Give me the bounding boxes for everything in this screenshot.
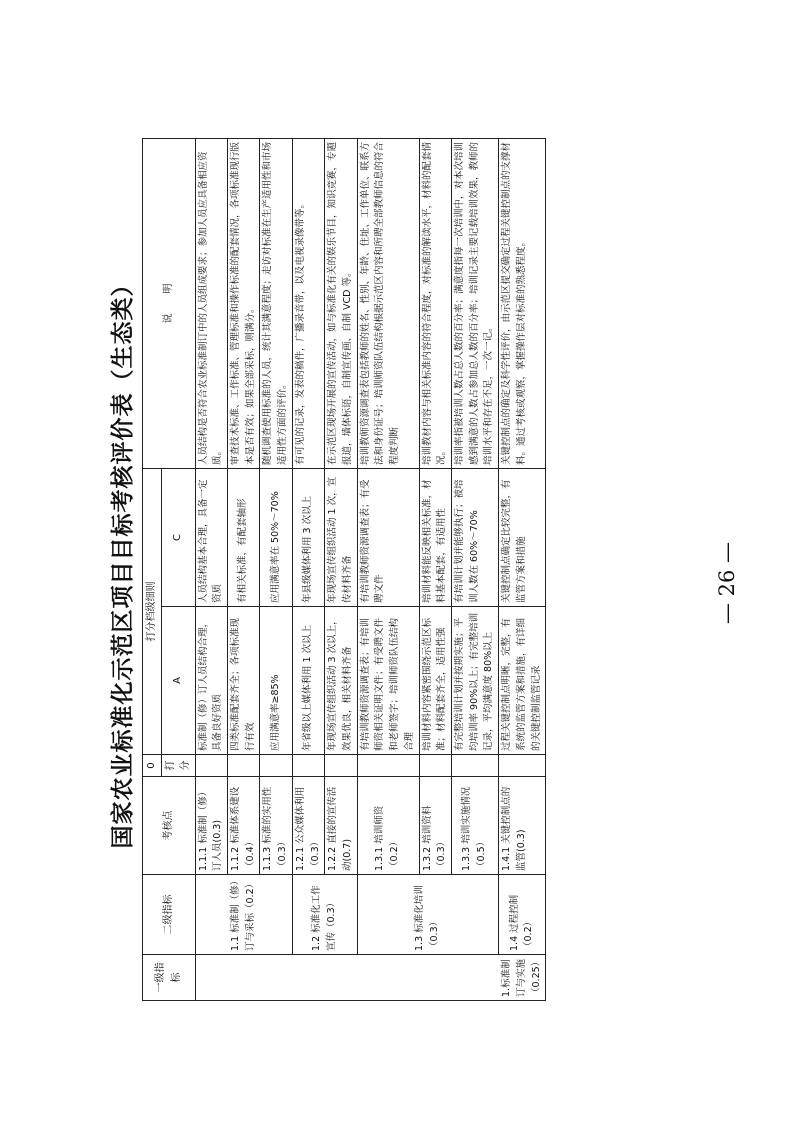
grade-c-cell: 有培训计划并能够执行；被培训人数在 60%～70% [452,469,499,607]
point-cell: 1.1.3 标准的实用性（0.3） [260,777,292,875]
score-cell [227,755,259,777]
evaluation-table [142,138,546,1001]
grade-c-cell: 年现场宣传组织活动 1 次，宣传材料齐备 [325,469,357,607]
table-row [499,139,546,1001]
grade-c-cell: 关键控制点确定比较完整，有监管方案和措施 [499,469,546,607]
note-cell: 培训教材内容与相关标准内容的符合程度，对标准的解读水平，材料的配套情况。 [419,139,451,469]
score-cell [292,755,324,777]
level2-cell: 1.4 过程控制（0.2） [499,875,546,955]
grade-a-cell: 培训材料内容紧密围绕示范区标准；材料配套齐全，适用性强 [419,607,451,755]
grade-c-cell: 培训材料能反映相关标准，材料基本配套，有适用性 [419,469,451,607]
score-cell [419,755,451,777]
grade-a-cell: 四类标准配套齐全；各项标准现行有效 [227,607,259,755]
note-cell: 审查技术标准、工作标准、管理标准和操作标准的配套情况，各项标准现行版本是否有效；如果全部采标，则满分。 [227,139,259,469]
header-notes: 说 明 [143,139,196,469]
point-cell: 1.2.2 直接的宣传活动(0.7) [325,777,357,875]
header-row-1 [143,139,162,1001]
header-points: 考核点 [143,777,196,875]
score-cell [452,755,499,777]
table-row [260,139,292,1001]
grade-c-cell: 人员结构基本合理，具备一定资质 [195,469,227,607]
note-cell: 在示范区现场开展的宣传活动，如与标准化有关的娱乐节目，知识竞赛，专题报道，墙体标语，自制宣传画、自制 VCD 等。 [325,139,357,469]
table-row [325,139,357,1001]
level2-cell: 1.1 标准制（修）订与采标（0.2） [195,875,292,955]
score-cell [260,755,292,777]
grade-c-cell: 有培训教师资源调查表；有受聘文件 [357,469,419,607]
header-score-label: 打分 [161,755,195,777]
header-level2: 二级指标 [143,875,196,955]
header-score-zero: 0 [143,755,162,777]
table-row [195,139,227,1001]
header-grade-a: A [161,607,195,755]
table-row [227,139,259,1001]
table-row [357,139,419,1001]
score-cell [195,755,227,777]
note-cell: 关键控制点的确定及科学性评价，由示范区提交确定过程关键控制点的支撑材料。通过考核或观察，掌握操作层对标准的熟悉程度。 [499,139,546,469]
point-cell: 1.3.3 培训实施情况（0.5） [452,777,499,875]
level1-cell: 1.标准制订与实施（0.25） [195,955,546,1001]
table-row [419,139,451,1001]
note-cell: 有可见的记录，发表的稿件，广播录音带，以及电视录像带等。 [292,139,324,469]
grade-a-cell: 应用满意率≥85% [260,607,292,755]
header-grading: 打分档级细则 [143,469,162,755]
level2-cell: 1.2 标准化工作宣传（0.3） [292,875,357,955]
point-cell: 1.1.1 标准制（修）订人员(0.3) [195,777,227,875]
grade-a-cell: 过程关键控制点明晰，完整，有系统的监管方案和措施，有详细的关键控制监管记录 [499,607,546,755]
point-cell: 1.3.2 培训资料（0.3） [419,777,451,875]
grade-c-cell: 应用满意率在 50%～70% [260,469,292,607]
grade-a-cell: 有完整培训计划并按期实施；平均培训率 90%以上；有完整培训记录，平均满意度 80%以上 [452,607,499,755]
grade-a-cell: 有培训教师资源调查表；有培训师资相关证明文件；有受聘文件和老师签字；培训师资队伍结构合理 [357,607,419,755]
grade-a-cell: 标准制（修）订人员结构合理，具备良好资质 [195,607,227,755]
grade-a-cell: 年现场宣传组织活动 3 次以上，效果优良，相关材料齐备 [325,607,357,755]
table-row [452,139,499,1001]
point-cell: 1.2.1 公众媒体利用（0.3） [292,777,324,875]
page-title: 国家农业标准化示范区项目目标考核评价表（生态类） [110,272,136,849]
note-cell: 培训教师资源调查表包括教师的姓名、性别、年龄、住址、工作单位、联系方法和身份证号；培训师资队伍结构根据示范区内容和所聘全部教师信息的符合程度判断 [357,139,419,469]
point-cell: 1.3.1 培训师资（0.2） [357,777,419,875]
note-cell: 培训率指被培训人数占总人数的百分率；满意度指每一次培训中，对本次培训感到满意的人数占参加总人数的百分率；培训记录主要记载培训效果，教师的培训水平和存在不足，一次一记。 [452,139,499,469]
page-number: — 26 — [715,541,739,625]
point-cell: 1.1.2 标准体系建设（0.4） [227,777,259,875]
header-grade-c: C [161,469,195,607]
score-cell [357,755,419,777]
table-row [292,139,324,1001]
note-cell: 人员结构是否符合农业标准制订中的人员组成要求；参加人员应具备相应资质。 [195,139,227,469]
grade-a-cell: 年省级以上媒体利用 1 次以上 [292,607,324,755]
grade-c-cell: 年县级媒体利用 3 次以上 [292,469,324,607]
header-level1: 一级指标 [143,955,196,1001]
level2-cell: 1.3 标准化培训（0.3） [357,875,498,955]
score-cell [325,755,357,777]
score-cell [499,755,546,777]
point-cell: 1.4.1 关键控制点的监管(0.3) [499,777,546,875]
note-cell: 随机调查使用标准的人员，统计其满意程度；走访对标准在生产适用性和市场适用性方面的评价。 [260,139,292,469]
grade-c-cell: 有相关标准，有配套轴形 [227,469,259,607]
